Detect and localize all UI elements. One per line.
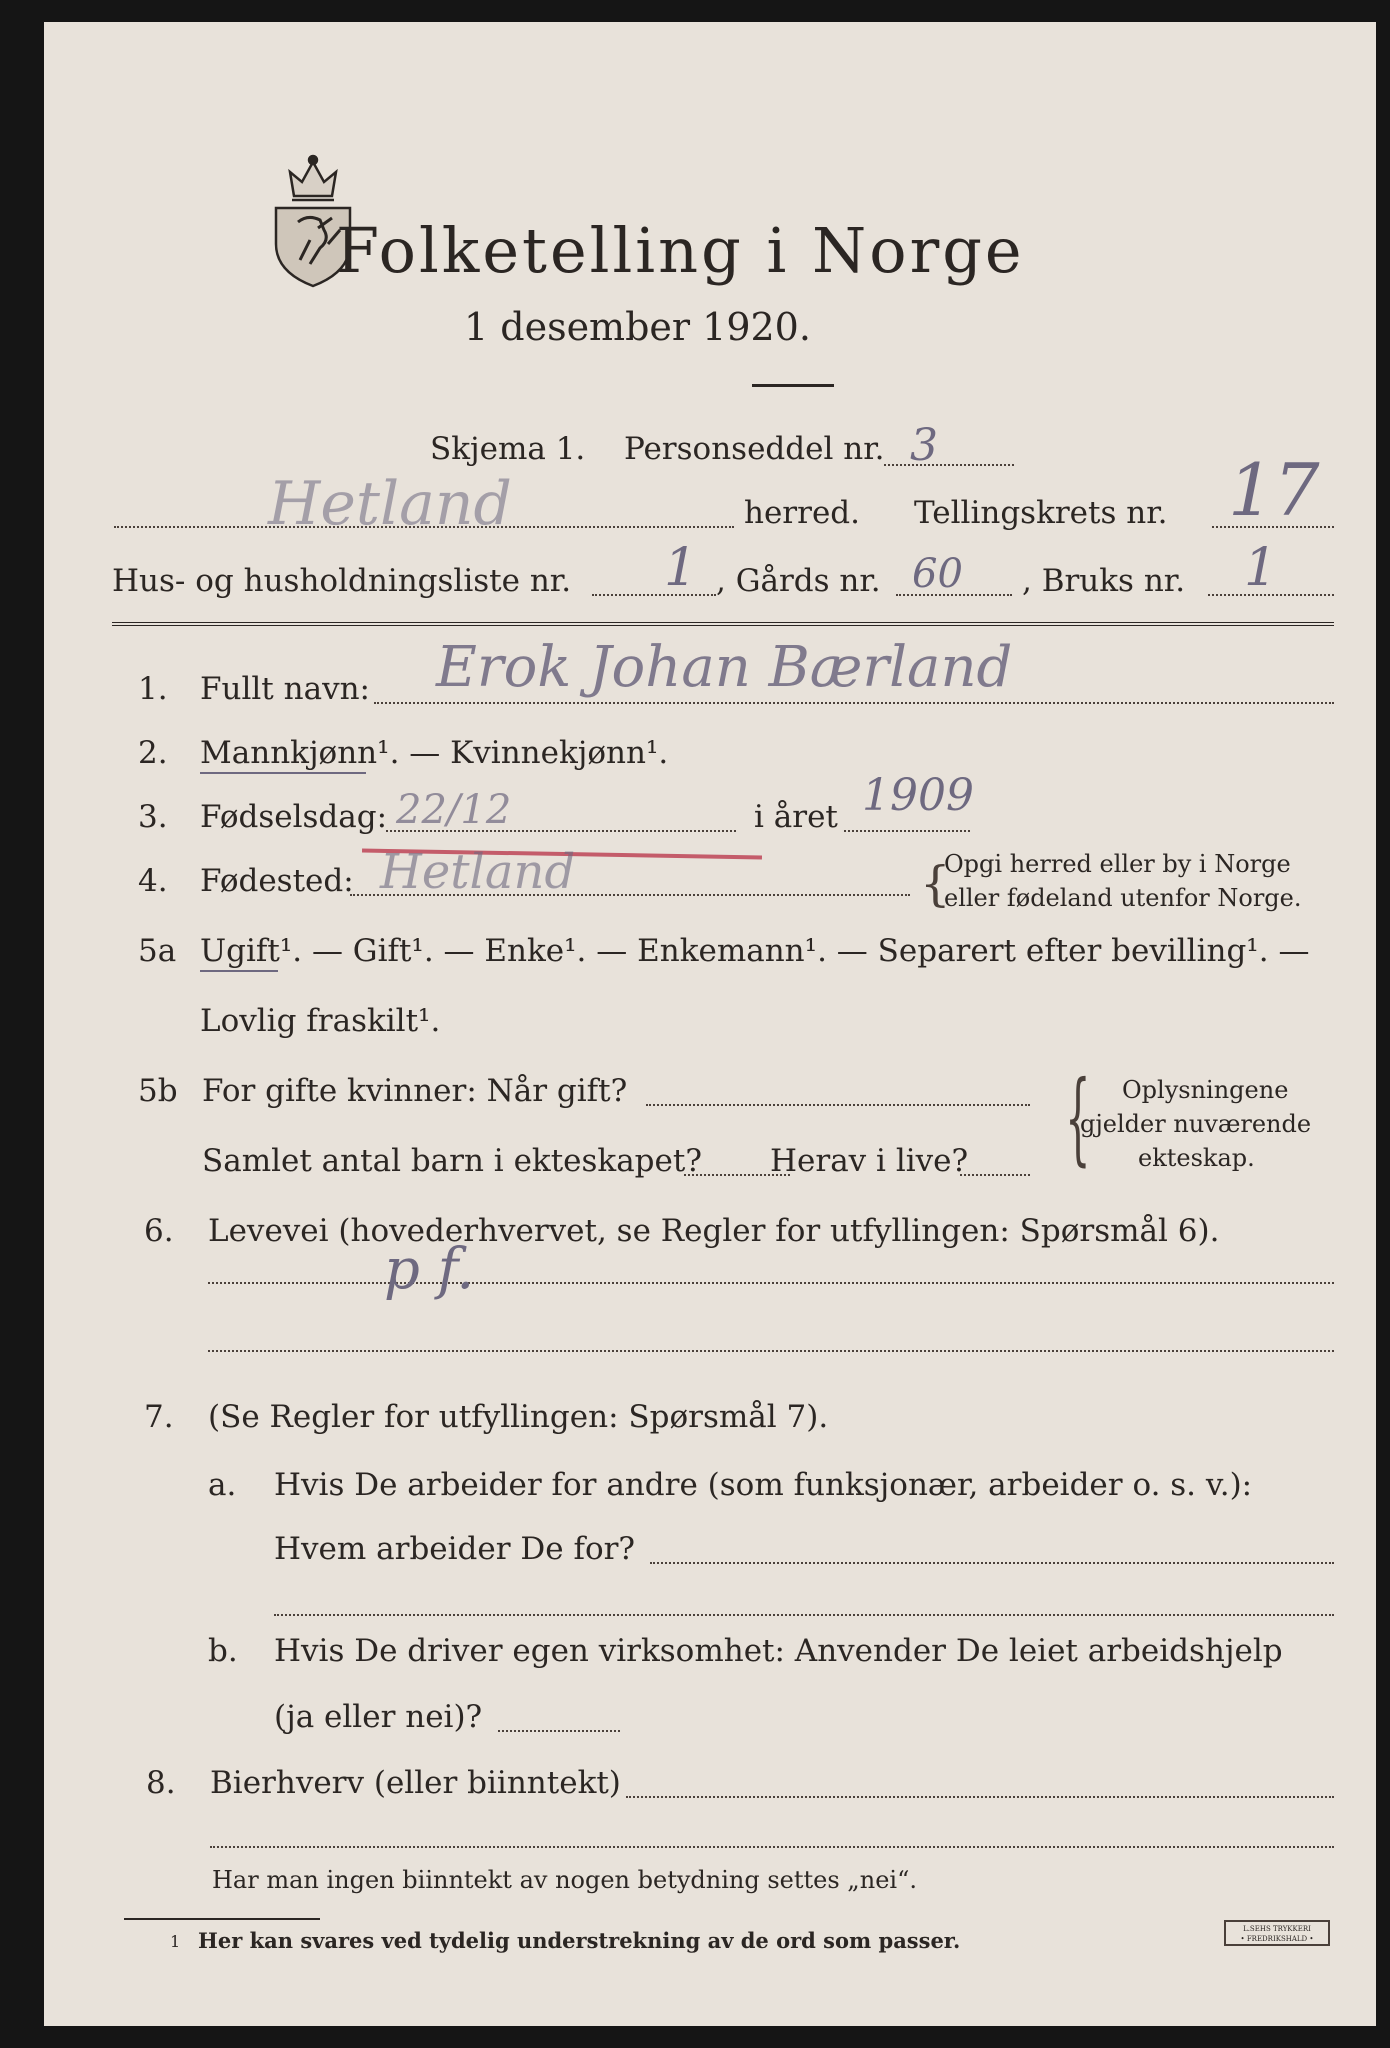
q2-number: 2. xyxy=(138,735,168,771)
q5b-line1: For gifte kvinner: Når gift? xyxy=(202,1073,628,1109)
printer-stamp: L.SEHS TRYKKERI • FREDRIKSHALD • xyxy=(1224,1920,1330,1946)
q3-label: Fødselsdag: xyxy=(200,799,388,835)
q3-year-label: i året xyxy=(754,799,838,835)
q7-number: 7. xyxy=(144,1399,174,1435)
herred-value: Hetland xyxy=(268,469,512,539)
q6-label: Levevei (hovederhvervet, se Regler for utfyllingen: Spørsmål 6). xyxy=(208,1213,1220,1249)
gards-label: , Gårds nr. xyxy=(716,563,881,599)
q5a-number: 5a xyxy=(138,933,177,969)
q8-number: 8. xyxy=(146,1765,176,1801)
q1-number: 1. xyxy=(138,671,168,707)
bruks-label: , Bruks nr. xyxy=(1022,563,1186,599)
q7a-letter: a. xyxy=(208,1467,237,1503)
q6-line2 xyxy=(208,1350,1334,1352)
birthdate-value: 22/12 xyxy=(396,787,512,833)
q6-line1 xyxy=(208,1282,1334,1284)
footnote-text: Her kan svares ved tydelig understrekning av de ord som passer. xyxy=(198,1928,961,1953)
birth-year-value: 1909 xyxy=(862,770,974,821)
q7-label: (Se Regler for utfyllingen: Spørsmål 7). xyxy=(208,1399,829,1435)
personseddel-value: 3 xyxy=(910,420,938,471)
occupation-value: p f. xyxy=(384,1237,475,1302)
q5b-note-line1: Oplysningene xyxy=(1122,1076,1289,1104)
footnote-rule xyxy=(124,1918,320,1920)
q8-line1 xyxy=(626,1796,1334,1798)
tellingskrets-value: 17 xyxy=(1228,448,1320,532)
q8-label: Bierhverv (eller biinntekt) xyxy=(210,1765,621,1801)
q5a-line2: Lovlig fraskilt¹. xyxy=(200,1003,441,1039)
schema-label: Skjema 1. xyxy=(430,431,586,467)
q8-line2 xyxy=(210,1846,1334,1848)
gards-value: 60 xyxy=(912,551,963,597)
herred-label: herred. xyxy=(744,495,860,531)
q3-number: 3. xyxy=(138,799,168,835)
q7b-line1: Hvis De driver egen virksomhet: Anvender De leiet arbeidshjelp xyxy=(274,1633,1283,1669)
q5b-note-line2: gjelder nuværende xyxy=(1080,1110,1312,1138)
q7a-line1: Hvis De arbeider for andre (som funksjonær, arbeider o. s. v.): xyxy=(274,1467,1253,1503)
q5b-brace: { xyxy=(1065,1059,1091,1176)
q7b-answer-line xyxy=(498,1730,620,1732)
personseddel-line xyxy=(884,464,1014,466)
form-title: Folketelling i Norge xyxy=(336,214,1025,287)
q4-note-line2: eller fødeland utenfor Norge. xyxy=(944,884,1302,912)
title-divider xyxy=(752,384,834,387)
q6-number: 6. xyxy=(144,1213,174,1249)
husholdningsliste-value: 1 xyxy=(664,538,698,598)
q4-brace: { xyxy=(920,856,951,912)
q8-note: Har man ingen biinntekt av nogen betydning settes „nei“. xyxy=(212,1866,917,1894)
q7a-line-extra xyxy=(274,1614,1334,1616)
q5b-line2b: Herav i live? xyxy=(770,1143,969,1179)
q3-year-line xyxy=(844,830,970,832)
q5b-number: 5b xyxy=(138,1073,178,1109)
q2-label: Mannkjønn¹. — Kvinnekjønn¹. xyxy=(200,735,669,771)
census-date: 1 desember 1920. xyxy=(464,305,811,349)
q5b-married-line xyxy=(646,1104,1030,1106)
census-form xyxy=(44,22,1376,2026)
mannkjonn-underline xyxy=(200,772,366,774)
q4-label: Fødested: xyxy=(200,863,354,899)
q5a-line1: Ugift¹. — Gift¹. — Enke¹. — Enkemann¹. — Separert efter bevilling¹. — xyxy=(200,933,1310,969)
q7b-letter: b. xyxy=(208,1633,238,1669)
ugift-underline xyxy=(200,970,278,972)
tellingskrets-label: Tellingskrets nr. xyxy=(914,495,1168,531)
q4-number: 4. xyxy=(138,863,168,899)
q4-note-line1: Opgi herred eller by i Norge xyxy=(944,850,1291,878)
bruks-value: 1 xyxy=(1244,538,1278,598)
full-name-value: Erok Johan Bærland xyxy=(436,635,1013,700)
birthplace-value: Hetland xyxy=(380,844,576,900)
header-divider xyxy=(112,622,1334,626)
q5b-line2: Samlet antal barn i ekteskapet? xyxy=(202,1143,702,1179)
q7b-line2: (ja eller nei)? xyxy=(274,1699,483,1735)
q7a-employer-line xyxy=(650,1562,1334,1564)
q1-label: Fullt navn: xyxy=(200,671,370,707)
q5b-note-line3: ekteskap. xyxy=(1138,1144,1255,1172)
q1-line xyxy=(374,702,1334,704)
husholdningsliste-line xyxy=(592,594,716,596)
personseddel-label: Personseddel nr. xyxy=(624,431,885,467)
q5b-alive-line xyxy=(960,1174,1030,1176)
q7a-line2: Hvem arbeider De for? xyxy=(274,1531,636,1567)
footnote-marker: 1 xyxy=(170,1932,181,1951)
husholdningsliste-label: Hus- og husholdningsliste nr. xyxy=(112,563,572,599)
